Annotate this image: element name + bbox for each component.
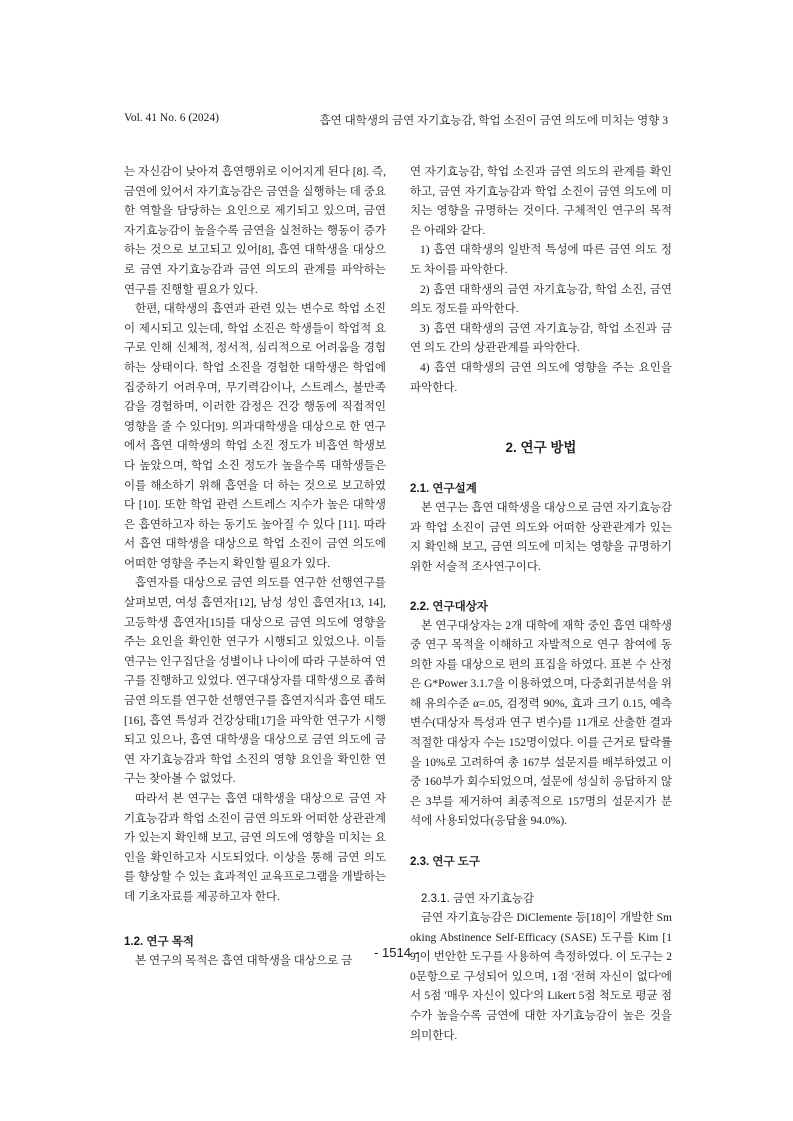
page-number: - 1514 - — [374, 945, 419, 960]
paragraph-participants: 본 연구대상자는 2개 대학에 재학 중인 흡연 대학생 중 연구 목적을 이해하고 자발적으로 연구 참여에 동의한 자를 대상으로 편의 표집을 하였다. 표본 수 산정은 G*Power 3.1.7을 이용하였으며, 다중회귀분석을 위해 유의수준 α=.05, 검정력 90%, 효과 크기 0.15, 예측 변수(대상자 특성과 연구 변수)를 11개로 산출한 결과 적절한 대상자 수는 152명이었다. 이를 근거로 탈락률을 10%로 고려하여 총 167부 설문지를 배부하였고 이 중 160부가 회수되었으며, 설문에 성실히 응답하지 않은 3부를 제거하여 최종적으로 157명의 설문지가 분석에 사용되었다(응답율 94.0%). — [410, 619, 672, 828]
section-heading-2-3: 2.3. 연구 도구 — [410, 856, 481, 869]
section-heading-1-2: 1.2. 연구 목적 — [124, 935, 195, 948]
section-heading-2: 2. 연구 방법 — [505, 440, 577, 456]
paragraph-prior-research: 흡연자를 대상으로 금연 의도를 연구한 선행연구를 살펴보면, 여성 흡연자[12], 남성 성인 흡연자[13, 14], 고등학생 흡연자[15]를 대상으로 금연 의도에 영향을 주는 요인을 확인한 연구가 시행되고 있었으나. 이들 연구는 인구집단을 성별이나 나이에 따라 구분하여 연구를 진행하고 있었다. 연구대상자를 대학생으로 좁혀 금연 의도를 연구한 선행연구를 흡연지식과 흡연 태도[16], 흡연 특성과 건강상태[17]을 파악한 연구가 시행되고 있으나, 흡연 대학생을 대상으로 금연 의도에 금연 자기효능감과 학업 소진의 영향 요인을 확인한 연구는 찾아볼 수 없었다. — [124, 577, 386, 786]
section-heading-2-2: 2.2. 연구대상자 — [410, 600, 488, 613]
paragraph-self-efficacy-intro: 는 자신감이 낮아져 흡연행위로 이어지게 된다 [8]. 즉, 금연에 있어서 자기효능감은 금연을 실행하는 데 중요한 역할을 담당하는 요인으로 제기되고 있으며, 금연 자기효능감이 높을수록 금연을 실천하는 행동이 증가하는 것으로 보고되고 있어[8], 흡연 대학생을 대상으로 금연 자기효능감과 금연 의도의 관계를 파악하는 연구를 진행할 필요가 있다. — [124, 166, 386, 296]
section-heading-2-1: 2.1. 연구설계 — [410, 483, 477, 496]
purpose-item-1: 1) 흡연 대학생의 일반적 특성에 따른 금연 의도 정도 차이를 파악한다. — [410, 244, 672, 276]
subsection-heading-2-3-1: 2.3.1. 금연 자기효능감 — [421, 893, 534, 906]
paragraph-purpose-continued: 연 자기효능감, 학업 소진과 금연 의도의 관계를 확인하고, 금연 자기효능감과 학업 소진이 금연 의도에 미치는 영향을 규명하는 것이다. 구체적인 연구의 목적은 아래와 같다. — [410, 166, 672, 237]
purpose-item-4: 4) 흡연 대학생의 금연 의도에 영향을 주는 요인을 파악한다. — [410, 361, 672, 394]
paragraph-research-design: 본 연구는 흡연 대학생을 대상으로 금연 자기효능감과 학업 소진이 금연 의도와 어떠한 상관관계가 있는지 확인해 보고, 금연 의도에 미치는 영향을 규명하기 위한 서술적 조사연구이다. — [410, 502, 672, 573]
purpose-item-2: 2) 흡연 대학생의 금연 자기효능감, 학업 소진, 금연 의도 정도를 파악한다. — [410, 283, 672, 316]
running-header-title: 흡연 대학생의 금연 자기효능감, 학업 소진이 금연 의도에 미치는 영향 3 — [319, 115, 668, 127]
purpose-item-3: 3) 흡연 대학생의 금연 자기효능감, 학업 소진과 금연 의도 간의 상관관계를 파악한다. — [410, 322, 672, 355]
right-column — [410, 163, 672, 1046]
paragraph-self-efficacy-tool: 금연 자기효능감은 DiClemente 등[18]이 개발한 Smoking Abstinence Self-Efficacy (SASE) 도구를 Kim [19]이 번안한 도구를 사용하여 측정하였다. 이 도구는 20문항으로 구성되어 있으며, 1점 '전혀 자신이 없다'에서 5점 '매우 자신이 있다'의 Likert 5점 척도로 평균 점수가 높을수록 금연에 대한 자기효능감이 높은 것을 의미한다. — [410, 912, 672, 1042]
paragraph-purpose-start: 본 연구의 목적은 흡연 대학생을 대상으로 금 — [135, 954, 353, 967]
paragraph-study-aim: 따라서 본 연구는 흡연 대학생을 대상으로 금연 자기효능감과 학업 소진이 금연 의도와 어떠한 상관관계가 있는지 확인해 보고, 금연 의도에 영향을 미치는 요인을 확인하고자 시도되었다. 이상을 통해 금연 의도를 향상할 수 있는 효과적인 교육프로그램을 개발하는데 기초자료를 제공하고자 한다. — [124, 793, 386, 903]
running-header-volume: Vol. 41 No. 6 (2024) — [124, 112, 219, 124]
paragraph-academic-burnout: 한편, 대학생의 흡연과 관련 있는 변수로 학업 소진이 제시되고 있는데, 학업 소진은 학생들이 학업적 요구로 인해 신체적, 정서적, 심리적으로 어려움을 경험하는 상태이다. 학업 소진을 경험한 대학생은 학업에 집중하기 어려우며, 무기력감이나, 스트레스, 불만족감을 경험하며, 이러한 감정은 건강 행동에 직접적인 영향을 줄 수 있다[9]. 의과대학생을 대상으로 한 연구에서 흡연 대학생의 학업 소진 정도가 비흡연 학생보다 높았으며, 학업 소진 정도가 높을수록 대학생들은 이를 해소하기 위해 흡연을 더 하는 것으로 보고하였다 [10]. 또한 학업 관련 스트레스 지수가 높은 대학생은 흡연하고자 하는 동기도 높아질 수 있다 [11]. 따라서 흡연 대학생을 대상으로 학업 소진이 금연 의도에 어떠한 영향을 주는지 확인할 필요가 있다. — [124, 303, 386, 570]
left-column — [124, 163, 386, 971]
